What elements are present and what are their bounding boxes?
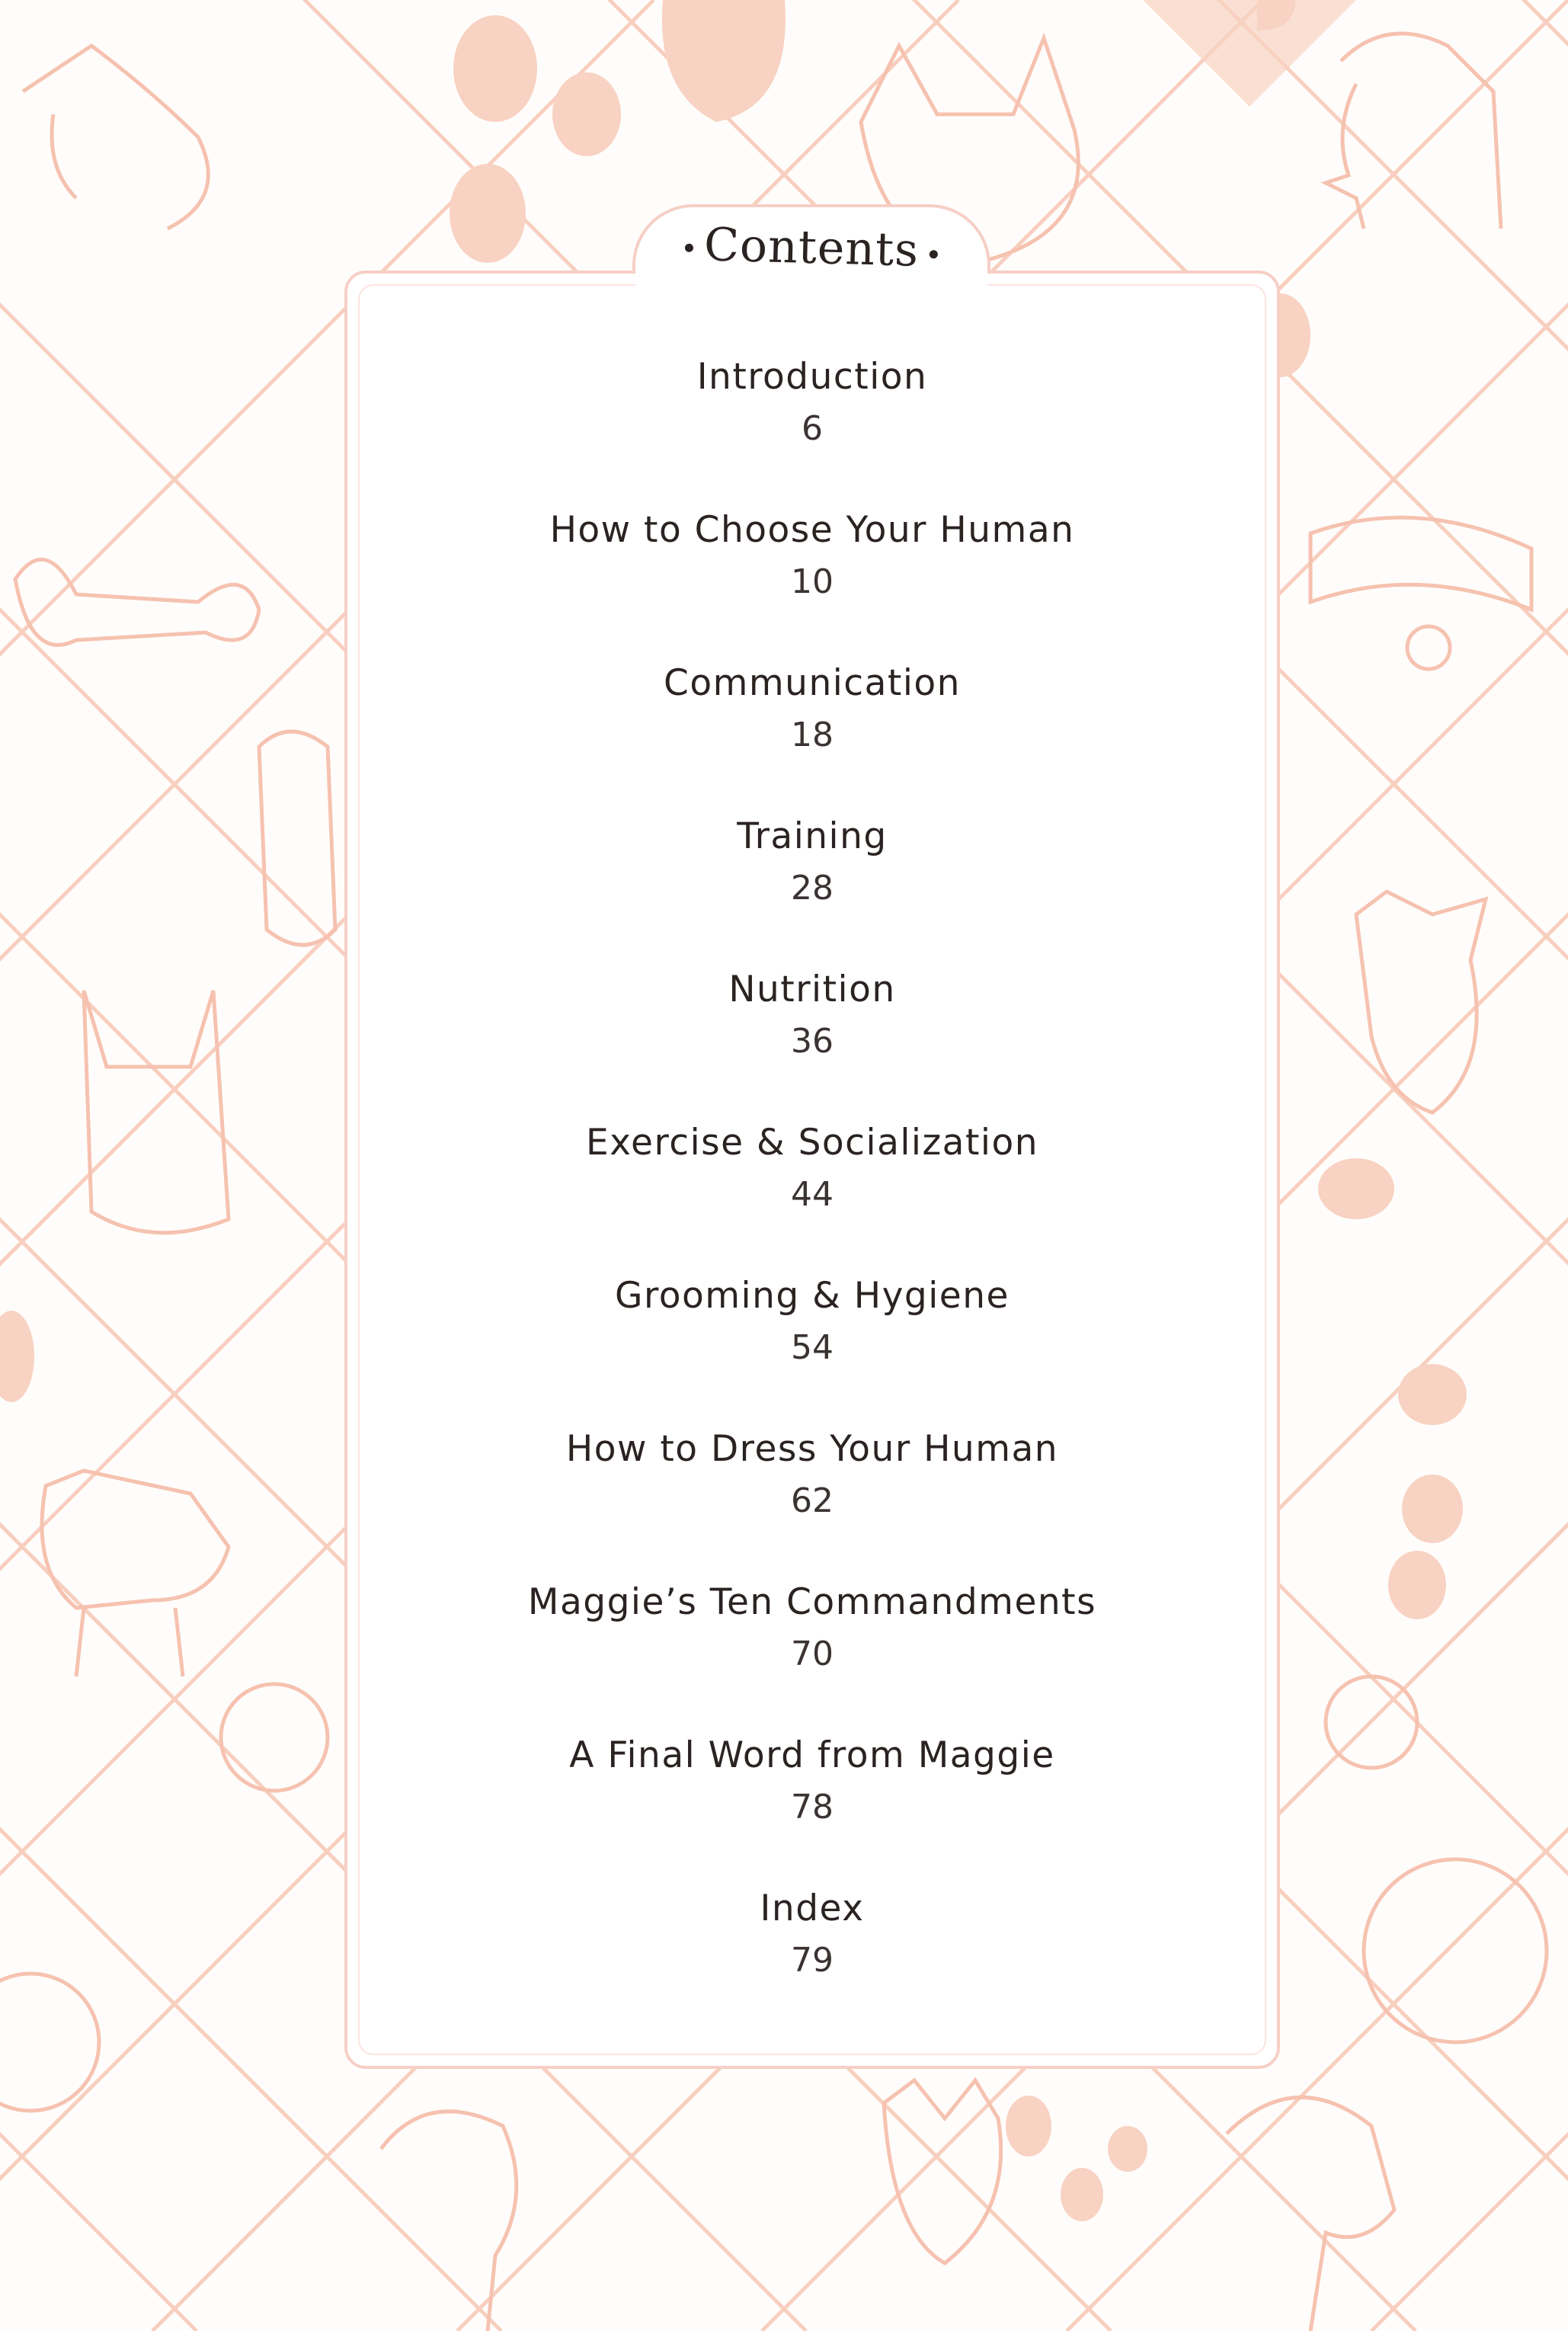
toc-entry-title: Grooming & Hygiene	[615, 1275, 1010, 1317]
toc-entry[interactable]	[344, 1113, 1280, 1266]
contents-heading	[632, 216, 991, 279]
toc-entry-page: 54	[791, 1328, 834, 1367]
toc-entry-title: How to Choose Your Human	[549, 509, 1075, 551]
toc-entry-page: 70	[791, 1635, 834, 1673]
toc-entry[interactable]	[344, 1572, 1280, 1725]
toc-entry-title: Communication	[664, 662, 961, 704]
contents-heading-text: Contents	[703, 218, 920, 277]
heading-dot-right	[930, 250, 938, 258]
toc-entry[interactable]	[344, 959, 1280, 1113]
toc-entry-page: 78	[791, 1788, 834, 1827]
toc-entry-page: 28	[791, 869, 834, 908]
toc-entry-page: 6	[802, 409, 823, 448]
toc-entry-page: 18	[791, 716, 834, 754]
table-of-contents	[344, 347, 1280, 2032]
toc-entry-title: A Final Word from Maggie	[569, 1734, 1055, 1776]
toc-entry[interactable]	[344, 500, 1280, 653]
toc-entry-page: 36	[791, 1022, 834, 1061]
toc-entry-title: Training	[737, 815, 888, 857]
toc-entry-title: How to Dress Your Human	[565, 1428, 1059, 1470]
heading-dot-left	[685, 244, 693, 252]
toc-entry-title: Maggie’s Ten Commandments	[527, 1581, 1097, 1623]
toc-entry-page: 10	[791, 562, 834, 601]
toc-entry[interactable]	[344, 1878, 1280, 2032]
toc-entry[interactable]	[344, 806, 1280, 959]
toc-entry-title: Exercise & Socialization	[585, 1122, 1038, 1164]
toc-entry-page: 79	[791, 1941, 834, 1980]
toc-entry-page: 44	[791, 1175, 834, 1214]
toc-entry-title: Index	[760, 1888, 865, 1929]
toc-entry-title: Introduction	[696, 356, 928, 398]
toc-entry[interactable]	[344, 1419, 1280, 1572]
toc-entry[interactable]	[344, 1725, 1280, 1878]
toc-entry[interactable]	[344, 347, 1280, 500]
toc-entry-title: Nutrition	[728, 969, 896, 1010]
toc-entry-page: 62	[791, 1481, 834, 1520]
toc-entry[interactable]	[344, 653, 1280, 806]
toc-entry[interactable]	[344, 1266, 1280, 1419]
